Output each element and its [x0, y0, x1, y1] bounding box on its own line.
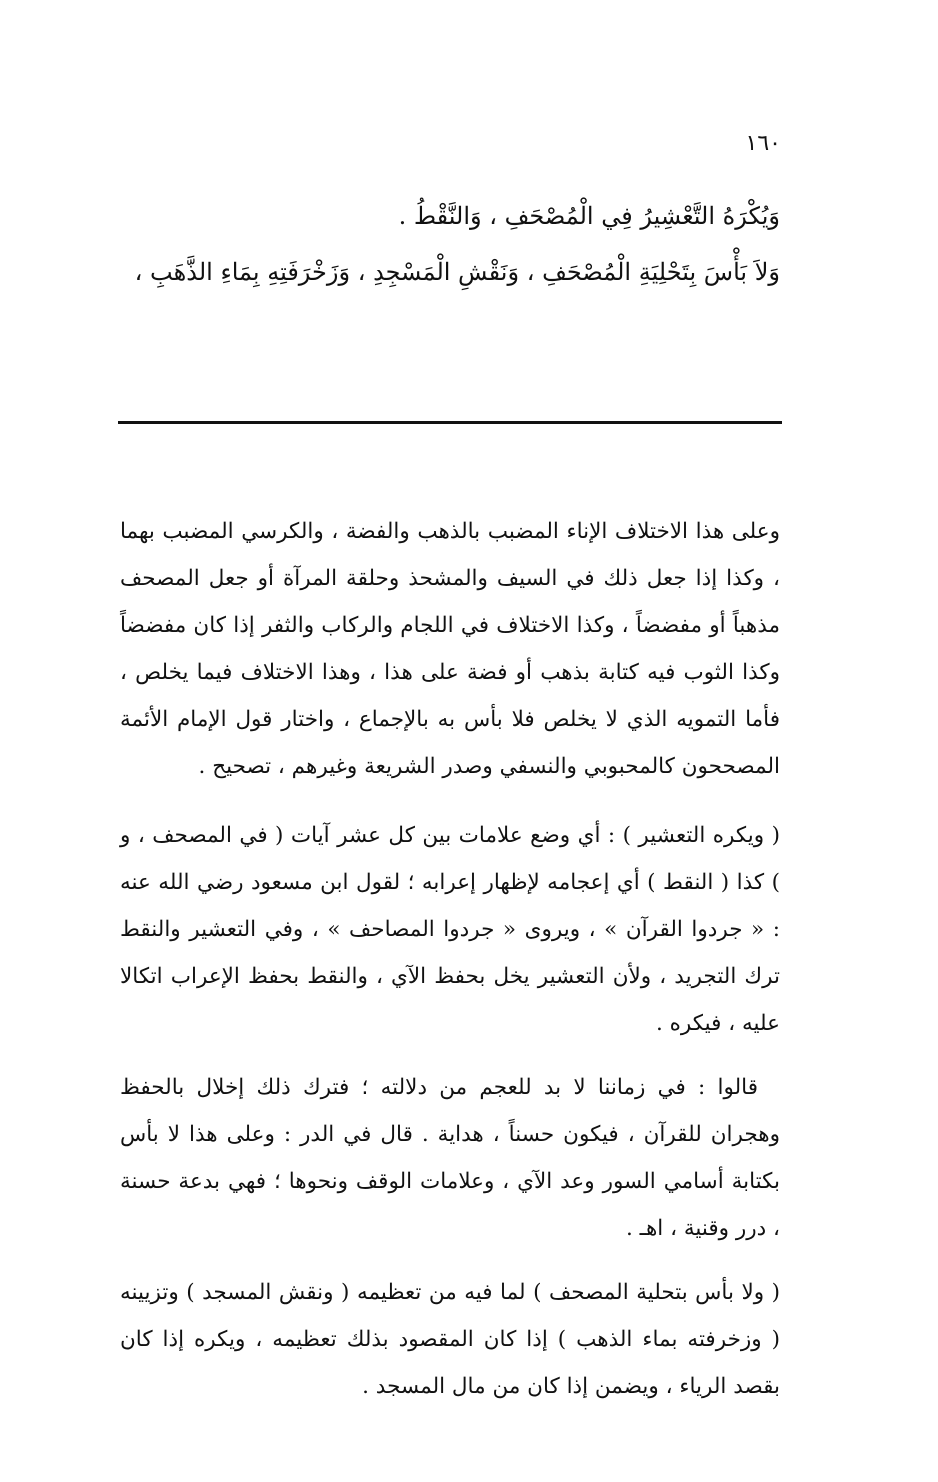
commentary-block	[120, 508, 780, 1432]
section-divider	[118, 421, 782, 424]
commentary-paragraph: ( ولا بأس بتحلية المصحف ) لما فيه من تعظيمه ( ونقش المسجد ) وتزيينه ( وزخرفته بماء الذهب ) إذا كان المقصود بذلك تعظيمه ، ويكره إذا كان بقصد الرياء ، ويضمن إذا كان من مال المسجد .	[120, 1280, 780, 1399]
commentary-paragraph: قالوا : في زماننا لا بد للعجم من دلالته ؛ فترك ذلك إخلال بالحفظ وهجران للقرآن ، فيكون حسناً ، هداية . قال في الدر : وعلى هذا لا بأس بكتابة أسامي السور وعد الآي ، وعلامات الوقف ونحوها ؛ فهي بدعة حسنة ، درر وقنية ، اهـ .	[120, 1075, 780, 1241]
page-number: ١٦٠	[745, 131, 781, 156]
main-text-line: وَيُكْرَهُ التَّعْشِيرُ فِي الْمُصْحَفِ ، وَالنَّقْطُ .	[398, 202, 780, 230]
main-text-line: وَلاَ بَأْسَ بِتَحْلِيَةِ الْمُصْحَفِ ، وَنَقْشِ الْمَسْجِدِ ، وَزَخْرَفَتِهِ بِمَاءِ الذَّهَبِ ،	[134, 258, 780, 286]
commentary-paragraph: وعلى هذا الاختلاف الإناء المضبب بالذهب والفضة ، والكرسي المضبب بهما ، وكذا إذا جعل ذلك في السيف والمشحذ وحلقة المرآة أو جعل المصحف مذهباً أو مفضضاً ، وكذا الاختلاف في اللجام والركاب والثفر إذا كان مفضضاً وكذا الثوب فيه كتابة بذهب أو فضة على هذا ، وهذا الاختلاف فيما يخلص ، فأما التمويه الذي لا يخلص فلا بأس به بالإجماع ، واختار قول الإمام الأئمة المصححون كالمحبوبي والنسفي وصدر الشريعة وغيرهم ، تصحيح .	[120, 519, 780, 779]
main-text-block	[120, 188, 780, 300]
commentary-paragraph: ( ويكره التعشير ) : أي وضع علامات بين كل عشر آيات ( في المصحف ، و ) كذا ( النقط ) أي إعجامه لإظهار إعرابه ؛ لقول ابن مسعود رضي الله عنه : « جردوا القرآن » ، ويروى « جردوا المصاحف » ، وفي التعشير والنقط ترك التجريد ، ولأن التعشير يخل بحفظ الآي ، والنقط بحفظ الإعراب اتكالا عليه ، فيكره .	[120, 823, 780, 1036]
